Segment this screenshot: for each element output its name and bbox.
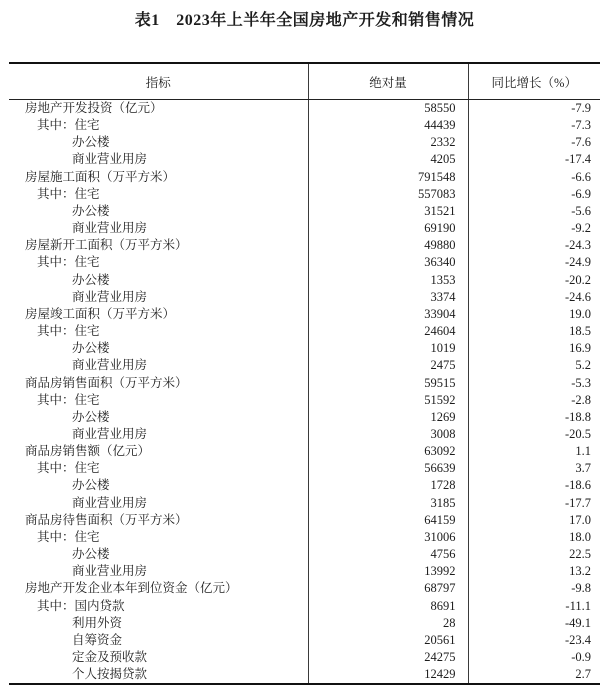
table-row bbox=[9, 426, 600, 443]
indicator-cell: 房地产开发企业本年到位资金（亿元） bbox=[9, 580, 308, 597]
table-row bbox=[9, 529, 600, 546]
indicator-cell: 办公楼 bbox=[9, 134, 308, 151]
growth-value-cell: -6.9 bbox=[571, 186, 591, 201]
indicator-cell: 房地产开发投资（亿元） bbox=[9, 100, 308, 118]
indicator-cell: 办公楼 bbox=[9, 546, 308, 563]
absolute-value-cell: 31006 bbox=[308, 529, 468, 546]
indicator-cell: 利用外资 bbox=[9, 615, 308, 632]
table-row bbox=[9, 546, 600, 563]
table-row bbox=[9, 186, 600, 203]
absolute-value-cell: 56639 bbox=[308, 460, 468, 477]
absolute-value-cell: 49880 bbox=[308, 237, 468, 254]
growth-value-cell: -0.9 bbox=[571, 650, 591, 664]
growth-value-cell: -6.6 bbox=[571, 169, 591, 184]
table-row bbox=[9, 357, 600, 374]
growth-value-cell: 1.1 bbox=[575, 444, 591, 459]
growth-value-cell: -17.7 bbox=[564, 495, 591, 510]
indicator-cell: 商业营业用房 bbox=[9, 563, 308, 580]
absolute-value-cell: 2332 bbox=[308, 134, 468, 151]
absolute-value-cell: 3185 bbox=[308, 495, 468, 512]
table-row bbox=[9, 477, 600, 494]
table-row bbox=[9, 580, 600, 597]
growth-value-cell: 3.7 bbox=[575, 461, 591, 476]
growth-value-cell: -2.8 bbox=[571, 392, 591, 407]
table-row bbox=[9, 272, 600, 289]
table-row bbox=[9, 220, 600, 237]
absolute-value-cell: 4756 bbox=[308, 546, 468, 563]
growth-value-cell: -49.1 bbox=[564, 615, 591, 630]
growth-value-cell: -7.6 bbox=[571, 135, 591, 150]
growth-value-cell: 5.2 bbox=[575, 358, 591, 373]
growth-value-cell: -7.9 bbox=[571, 101, 591, 115]
table-row bbox=[9, 289, 600, 306]
absolute-value-cell: 1353 bbox=[308, 272, 468, 289]
table-row bbox=[9, 306, 600, 323]
growth-value-cell: -24.3 bbox=[564, 238, 591, 253]
absolute-value-cell: 59515 bbox=[308, 375, 468, 392]
table-row bbox=[9, 392, 600, 409]
indicator-cell: 办公楼 bbox=[9, 203, 308, 220]
indicator-cell: 商品房销售额（亿元） bbox=[9, 443, 308, 460]
growth-value-cell: 13.2 bbox=[569, 564, 591, 579]
growth-value-cell: -23.4 bbox=[564, 632, 591, 647]
absolute-value-cell: 4205 bbox=[308, 151, 468, 168]
indicator-cell: 商品房待售面积（万平方米） bbox=[9, 512, 308, 529]
growth-value-cell: -5.3 bbox=[571, 375, 591, 390]
indicator-cell: 房屋施工面积（万平方米） bbox=[9, 169, 308, 186]
table-row bbox=[9, 203, 600, 220]
absolute-value-cell: 24604 bbox=[308, 323, 468, 340]
table-row bbox=[9, 632, 600, 649]
growth-value-cell: -18.6 bbox=[564, 478, 591, 493]
table-row bbox=[9, 117, 600, 134]
growth-value-cell: -18.8 bbox=[564, 409, 591, 424]
table-row bbox=[9, 375, 600, 392]
indicator-cell: 其中：住宅 bbox=[9, 117, 308, 134]
column-header-absolute: 绝对量 bbox=[308, 63, 468, 100]
growth-value-cell: 16.9 bbox=[569, 341, 591, 356]
table-row bbox=[9, 100, 600, 118]
absolute-value-cell: 44439 bbox=[308, 117, 468, 134]
indicator-cell: 其中：住宅 bbox=[9, 460, 308, 477]
table-row bbox=[9, 340, 600, 357]
growth-value-cell: 17.0 bbox=[569, 512, 591, 527]
absolute-value-cell: 63092 bbox=[308, 443, 468, 460]
indicator-cell: 商业营业用房 bbox=[9, 495, 308, 512]
indicator-cell: 个人按揭贷款 bbox=[9, 666, 308, 684]
absolute-value-cell: 3008 bbox=[308, 426, 468, 443]
absolute-value-cell: 58550 bbox=[308, 100, 468, 118]
indicator-cell: 自筹资金 bbox=[9, 632, 308, 649]
indicator-cell: 其中：住宅 bbox=[9, 392, 308, 409]
absolute-value-cell: 51592 bbox=[308, 392, 468, 409]
stats-table bbox=[9, 62, 600, 685]
indicator-cell: 办公楼 bbox=[9, 272, 308, 289]
indicator-cell: 其中：住宅 bbox=[9, 254, 308, 271]
absolute-value-cell: 557083 bbox=[308, 186, 468, 203]
absolute-value-cell: 69190 bbox=[308, 220, 468, 237]
indicator-cell: 办公楼 bbox=[9, 409, 308, 426]
growth-value-cell: 18.0 bbox=[569, 529, 591, 544]
absolute-value-cell: 20561 bbox=[308, 632, 468, 649]
indicator-cell: 其中：住宅 bbox=[9, 323, 308, 340]
indicator-cell: 办公楼 bbox=[9, 340, 308, 357]
absolute-value-cell: 64159 bbox=[308, 512, 468, 529]
indicator-cell: 办公楼 bbox=[9, 477, 308, 494]
table-row bbox=[9, 409, 600, 426]
absolute-value-cell: 13992 bbox=[308, 563, 468, 580]
indicator-cell: 商业营业用房 bbox=[9, 220, 308, 237]
table-row bbox=[9, 443, 600, 460]
indicator-cell: 定金及预收款 bbox=[9, 649, 308, 666]
table-row bbox=[9, 666, 600, 684]
growth-value-cell: -9.2 bbox=[571, 221, 591, 236]
growth-value-cell: 19.0 bbox=[569, 306, 591, 321]
growth-value-cell: -20.5 bbox=[564, 426, 591, 441]
table-row bbox=[9, 563, 600, 580]
absolute-value-cell: 33904 bbox=[308, 306, 468, 323]
indicator-cell: 其中：国内贷款 bbox=[9, 598, 308, 615]
column-header-indicator: 指标 bbox=[9, 63, 308, 100]
growth-value-cell: 18.5 bbox=[569, 324, 591, 339]
table-row bbox=[9, 254, 600, 271]
indicator-cell: 商业营业用房 bbox=[9, 357, 308, 374]
absolute-value-cell: 2475 bbox=[308, 357, 468, 374]
table-row bbox=[9, 169, 600, 186]
growth-value-cell: -20.2 bbox=[564, 272, 591, 287]
growth-value-cell: -7.3 bbox=[571, 118, 591, 133]
table-row bbox=[9, 598, 600, 615]
absolute-value-cell: 1019 bbox=[308, 340, 468, 357]
indicator-cell: 商业营业用房 bbox=[9, 426, 308, 443]
absolute-value-cell: 3374 bbox=[308, 289, 468, 306]
indicator-cell: 房屋新开工面积（万平方米） bbox=[9, 237, 308, 254]
growth-value-cell: 22.5 bbox=[569, 547, 591, 562]
growth-value-cell: -24.9 bbox=[564, 255, 591, 270]
growth-value-cell: -9.8 bbox=[571, 581, 591, 596]
table-row bbox=[9, 649, 600, 666]
table-row bbox=[9, 151, 600, 168]
absolute-value-cell: 791548 bbox=[308, 169, 468, 186]
indicator-cell: 其中：住宅 bbox=[9, 186, 308, 203]
table-row bbox=[9, 134, 600, 151]
table-row bbox=[9, 615, 600, 632]
growth-value-cell: 2.7 bbox=[575, 667, 591, 682]
table-body bbox=[9, 100, 600, 685]
absolute-value-cell: 24275 bbox=[308, 649, 468, 666]
column-header-growth: 同比增长（%） bbox=[468, 63, 600, 100]
page-title: 表1 2023年上半年全国房地产开发和销售情况 bbox=[134, 12, 475, 29]
table-row bbox=[9, 237, 600, 254]
indicator-cell: 商品房销售面积（万平方米） bbox=[9, 375, 308, 392]
absolute-value-cell: 31521 bbox=[308, 203, 468, 220]
table-row bbox=[9, 495, 600, 512]
indicator-cell: 其中：住宅 bbox=[9, 529, 308, 546]
growth-value-cell: -17.4 bbox=[564, 152, 591, 167]
absolute-value-cell: 12429 bbox=[308, 666, 468, 684]
table-header-row bbox=[9, 63, 600, 100]
absolute-value-cell: 68797 bbox=[308, 580, 468, 597]
absolute-value-cell: 36340 bbox=[308, 254, 468, 271]
absolute-value-cell: 1269 bbox=[308, 409, 468, 426]
growth-value-cell: -24.6 bbox=[564, 289, 591, 304]
absolute-value-cell: 28 bbox=[308, 615, 468, 632]
absolute-value-cell: 1728 bbox=[308, 477, 468, 494]
growth-value-cell: -11.1 bbox=[565, 598, 591, 613]
indicator-cell: 房屋竣工面积（万平方米） bbox=[9, 306, 308, 323]
absolute-value-cell: 8691 bbox=[308, 598, 468, 615]
table-row bbox=[9, 512, 600, 529]
indicator-cell: 商业营业用房 bbox=[9, 289, 308, 306]
table-row bbox=[9, 323, 600, 340]
growth-value-cell: -5.6 bbox=[571, 203, 591, 218]
table-row bbox=[9, 460, 600, 477]
indicator-cell: 商业营业用房 bbox=[9, 151, 308, 168]
